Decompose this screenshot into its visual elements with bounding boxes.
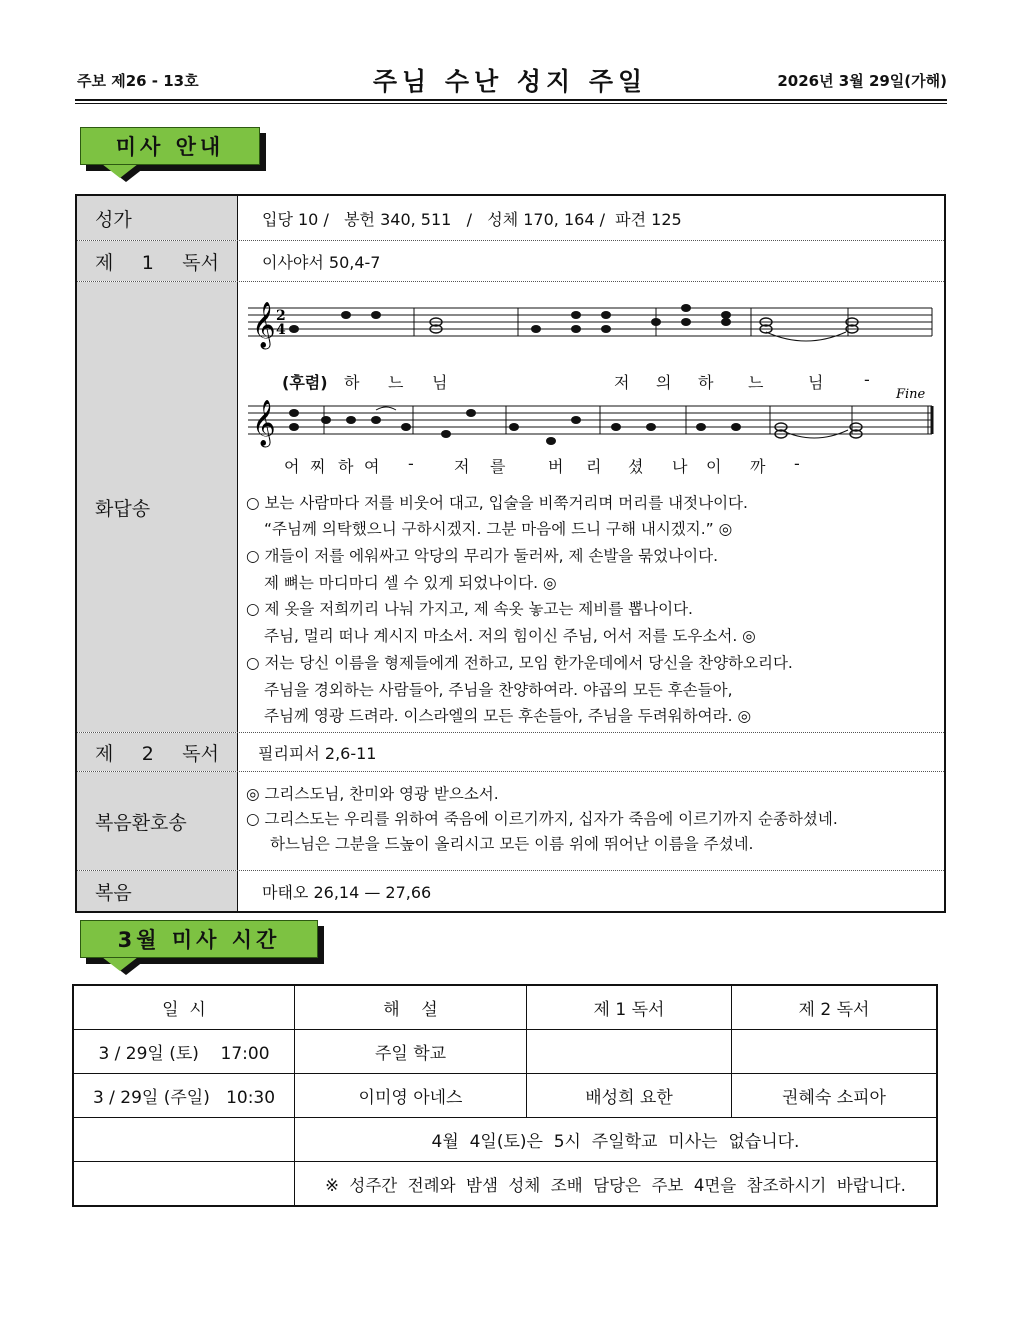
header-rule <box>75 99 947 101</box>
row-hymn <box>77 196 944 241</box>
table-header-row <box>73 985 937 1030</box>
psalm-verse: ○ 제 옷을 저희끼리 나눠 가지고, 제 속옷 놓고는 제비를 뽑나이다. <box>246 600 693 619</box>
schedule-reader1 <box>527 1030 732 1074</box>
gospel-value: 마태오 26,14 — 27,66 <box>262 882 432 902</box>
row-psalm <box>77 282 944 733</box>
column-header: 해 설 <box>295 985 527 1030</box>
label-psalm: 화답송 <box>95 497 151 520</box>
issue-number: 주보 제26 - 13호 <box>77 72 199 90</box>
acclamation-line: 하느님은 그분을 드높이 올리시고 모든 이름 위에 뛰어난 이름을 주셨네. <box>270 835 754 853</box>
section-title: 미사 안내 <box>80 127 260 165</box>
schedule-reader2 <box>732 1030 938 1074</box>
psalm-verse: 주님께 영광 드려라. 이스라엘의 모든 후손들아, 주님을 두려워하여라. ◎ <box>264 707 751 726</box>
header-rule-thin <box>75 103 947 104</box>
table-row <box>73 1118 937 1162</box>
schedule-commentator: 주일 학교 <box>295 1030 527 1074</box>
notice-no-school-mass: 4월 4일(토)은 5시 주일학교 미사는 없습니다. <box>295 1118 938 1162</box>
hymn-value: 입당 10 / 봉헌 340, 511 / 성체 170, 164 / 파견 125 <box>262 209 682 229</box>
label-reading1: 제 1 독서 <box>95 251 219 274</box>
schedule-commentator: 이미영 아네스 <box>295 1074 527 1118</box>
psalm-verse: ○ 저는 당신 이름을 형제들에게 전하고, 모임 한가운데에서 당신을 찬양하오리다. <box>246 653 793 672</box>
psalm-verse: “주님께 의탁했으니 구하시겠지. 그분 마음에 드니 구해 내시겠지.” ◎ <box>264 520 733 539</box>
psalm-verses <box>238 484 944 732</box>
label-hymn: 성가 <box>95 208 132 231</box>
psalm-verse: 제 뼈는 마디마디 셀 수 있게 되었나이다. ◎ <box>264 573 557 592</box>
schedule-time: 3 / 29일 (주일) 10:30 <box>73 1074 295 1118</box>
section-banner-mass-guide <box>80 127 260 165</box>
row-gospel <box>77 871 944 911</box>
label-acclamation: 복음환호송 <box>95 811 187 834</box>
row-reading2 <box>77 733 944 772</box>
notice-holy-week: ※ 성주간 전례와 밤샘 성체 조배 담당은 주보 4면을 참조하시기 바랍니다. <box>295 1162 938 1207</box>
table-row <box>73 1162 937 1207</box>
psalm-score <box>238 282 944 484</box>
mass-schedule-table <box>72 984 938 1207</box>
svg-text:2: 2 <box>276 308 286 324</box>
acclamation-line: ○ 그리스도는 우리를 위하여 죽음에 이르기까지, 십자가 죽음에 이르기까지 순종하셨네. <box>246 810 838 828</box>
reading2-value: 필리피서 2,6-11 <box>258 743 377 763</box>
row-acclamation <box>77 772 944 871</box>
schedule-reader2: 권혜숙 소피아 <box>732 1074 938 1118</box>
label-reading2: 제 2 독서 <box>95 742 219 765</box>
schedule-time: 3 / 29일 (토) 17:00 <box>73 1030 295 1074</box>
issue-date: 2026년 3월 29일(가해) <box>777 72 947 90</box>
psalm-verse: 주님, 멀리 떠나 계시지 마소서. 저의 힘이신 주님, 어서 저를 도우소서. ◎ <box>264 627 756 646</box>
table-row <box>73 1030 937 1074</box>
psalm-verse: ○ 개들이 저를 에워싸고 악당의 무리가 둘러싸, 제 손발을 묶었나이다. <box>246 547 718 566</box>
column-header: 일 시 <box>73 985 295 1030</box>
acclamation-line: ◎ 그리스도님, 찬미와 영광 받으소서. <box>246 785 499 803</box>
column-header: 제 1 독서 <box>527 985 732 1030</box>
svg-text:𝄞: 𝄞 <box>252 400 276 446</box>
label-gospel: 복음 <box>95 881 132 904</box>
column-header: 제 2 독서 <box>732 985 938 1030</box>
svg-text:4: 4 <box>276 322 286 338</box>
mass-guide-table <box>75 194 946 913</box>
psalm-lyrics-line2: 어 찌 하 여 - 저 를 버 리 셨 나 이 까 - <box>284 454 800 476</box>
schedule-reader1: 배성희 요한 <box>527 1074 732 1118</box>
fine-mark: Fine <box>896 387 926 402</box>
svg-text:𝄞: 𝄞 <box>252 302 276 348</box>
reading1-value: 이사야서 50,4-7 <box>262 252 381 272</box>
table-row <box>73 1074 937 1118</box>
section-title: 3월 미사 시간 <box>80 920 318 958</box>
row-reading1 <box>77 241 944 282</box>
psalm-lyrics-line1: (후렴) 하 느 님 저 의 하 느 님 - <box>282 370 870 392</box>
psalm-verse: ○ 보는 사람마다 저를 비웃어 대고, 입술을 비쭉거리며 머리를 내젓나이다. <box>246 493 748 512</box>
section-banner-mass-times <box>80 920 318 958</box>
psalm-verse: 주님을 경외하는 사람들아, 주님을 찬양하여라. 야곱의 모든 후손들아, <box>264 680 733 699</box>
page-title: 주님 수난 성지 주일 <box>372 67 648 96</box>
